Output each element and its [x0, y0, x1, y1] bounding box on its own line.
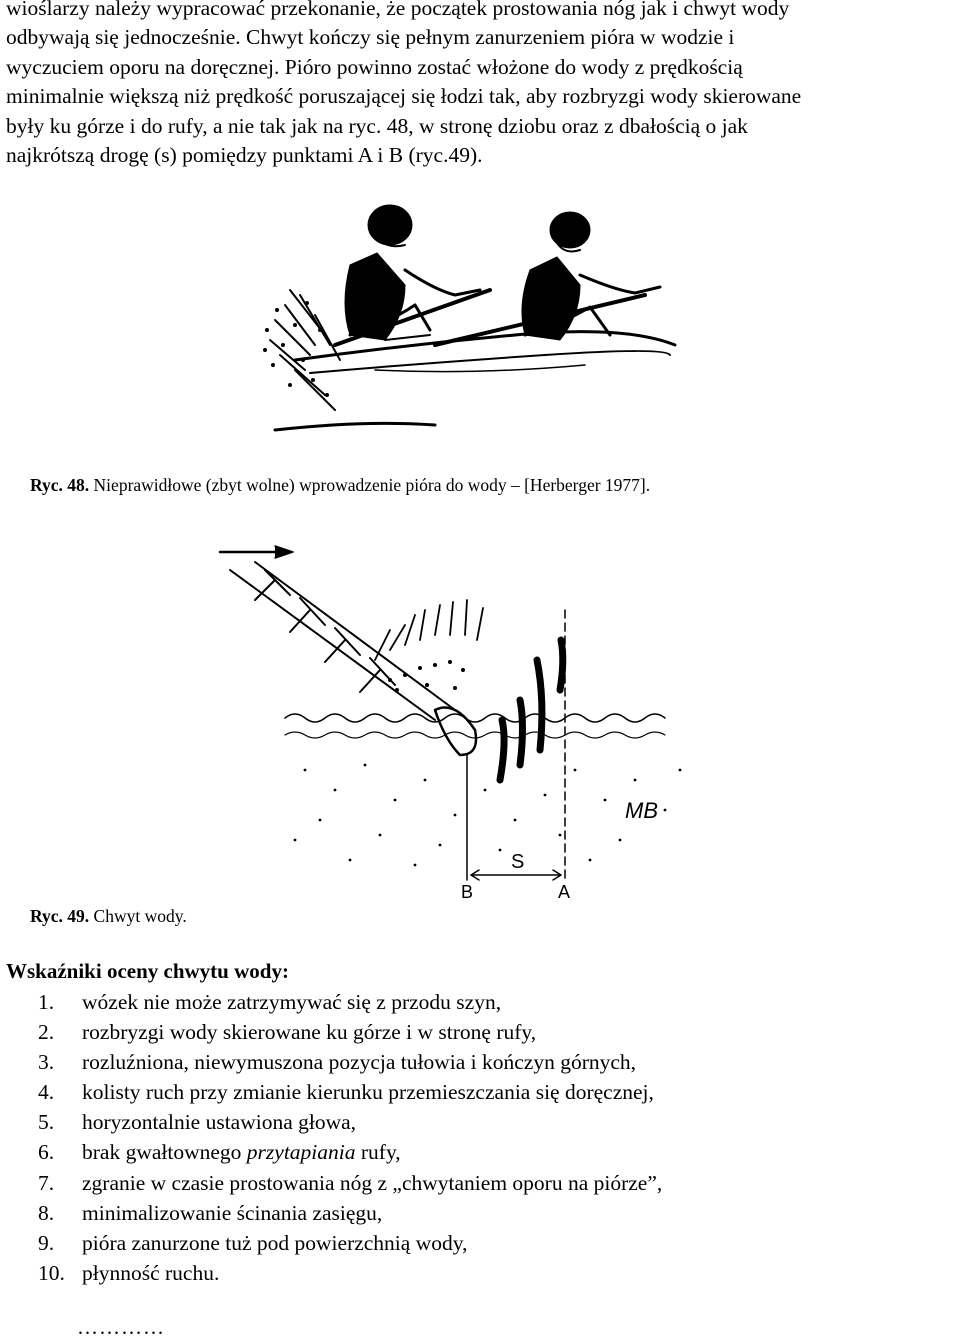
list-number: 6.	[38, 1140, 55, 1165]
list-number: 10.	[38, 1260, 65, 1285]
list-text: pióra zanurzone tuż pod powierzchnią wody,	[82, 1230, 468, 1255]
paragraph-line: minimalnie większą niż prędkość poruszającej się łodzi tak, aby rozbryzgi wody skierowane	[6, 84, 802, 109]
list-number: 7.	[38, 1170, 55, 1195]
water-splash	[270, 290, 340, 410]
body-paragraph	[6, 0, 960, 170]
paragraph-line: wyczuciem oporu na doręcznej. Pióro powinno zostać włożone do wody z prędkością	[6, 54, 743, 79]
water-line	[275, 423, 435, 430]
paragraph-line: wioślarzy należy wypracować przekonanie, że początek prostowania nóg jak i chwyt wody	[6, 0, 790, 20]
figure-49-caption	[30, 906, 187, 927]
list-text: wózek nie może zatrzymywać się z przodu szyn,	[82, 990, 502, 1014]
blade-positions	[500, 640, 563, 780]
oar-blade-illustration	[215, 540, 705, 905]
list-text: kolisty ruch przy zmianie kierunku przemieszczania się doręcznej,	[82, 1080, 654, 1105]
list-text-italic: przytapiania	[246, 1140, 356, 1165]
list-number: 5.	[38, 1110, 55, 1135]
rowers-illustration	[255, 195, 695, 440]
figure-48-caption	[30, 475, 650, 496]
continuation-dots: …………	[77, 1315, 165, 1339]
water-stipple	[294, 764, 682, 867]
figure-49-text: Chwyt wody.	[89, 906, 187, 926]
list-text	[82, 1137, 401, 1167]
list-number: 4.	[38, 1080, 55, 1105]
paragraph-line: najkrótszą drogę (s) pomiędzy punktami A i B (ryc.49).	[6, 143, 483, 168]
list-text: płynność ruchu.	[82, 1260, 220, 1285]
water-surface	[285, 714, 665, 722]
list-text-part: brak gwałtownego	[82, 1140, 247, 1165]
list-text-part: rufy,	[355, 1140, 401, 1165]
paragraph-line: były ku górze i do rufy, a nie tak jak na ryc. 48, w stronę dziobu oraz z dbałością o jak	[6, 113, 748, 138]
list-number: 1.	[38, 990, 55, 1014]
figure-48-label: Ryc. 48.	[30, 475, 90, 495]
list-text: rozbryzgi wody skierowane ku górze i w stronę rufy,	[82, 1020, 537, 1045]
figure-48-text: Nieprawidłowe (zbyt wolne) wprowadzenie pióra do wody – [Herberger 1977].	[89, 475, 651, 495]
rower-1	[345, 205, 480, 340]
list-number: 3.	[38, 1050, 55, 1075]
label-s: S	[511, 851, 525, 873]
splash-arrows	[375, 600, 483, 660]
list-text: horyzontalnie ustawiona głowa,	[82, 1110, 357, 1135]
list-text: minimalizowanie ścinania zasięgu,	[82, 1200, 383, 1225]
list-number: 8.	[38, 1200, 55, 1225]
section-heading: Wskaźniki oceny chwytu wody:	[6, 959, 289, 983]
figure-49-label: Ryc. 49.	[30, 906, 90, 926]
list-text: zgranie w czasie prostowania nóg z „chwytaniem oporu na piórze”,	[82, 1170, 663, 1195]
artist-signature: MB	[625, 798, 658, 823]
oar-shaft	[230, 562, 455, 720]
list-number: 2.	[38, 1020, 55, 1045]
boat-hull-lower	[310, 351, 670, 373]
list-number: 9.	[38, 1230, 55, 1255]
paragraph-line: odbywają się jednocześnie. Chwyt kończy się pełnym zanurzeniem pióra w wodzie i	[6, 25, 735, 50]
label-a: A	[558, 882, 571, 902]
list-text: rozluźniona, niewymuszona pozycja tułowia i kończyn górnych,	[82, 1050, 637, 1075]
label-b: B	[461, 882, 474, 902]
